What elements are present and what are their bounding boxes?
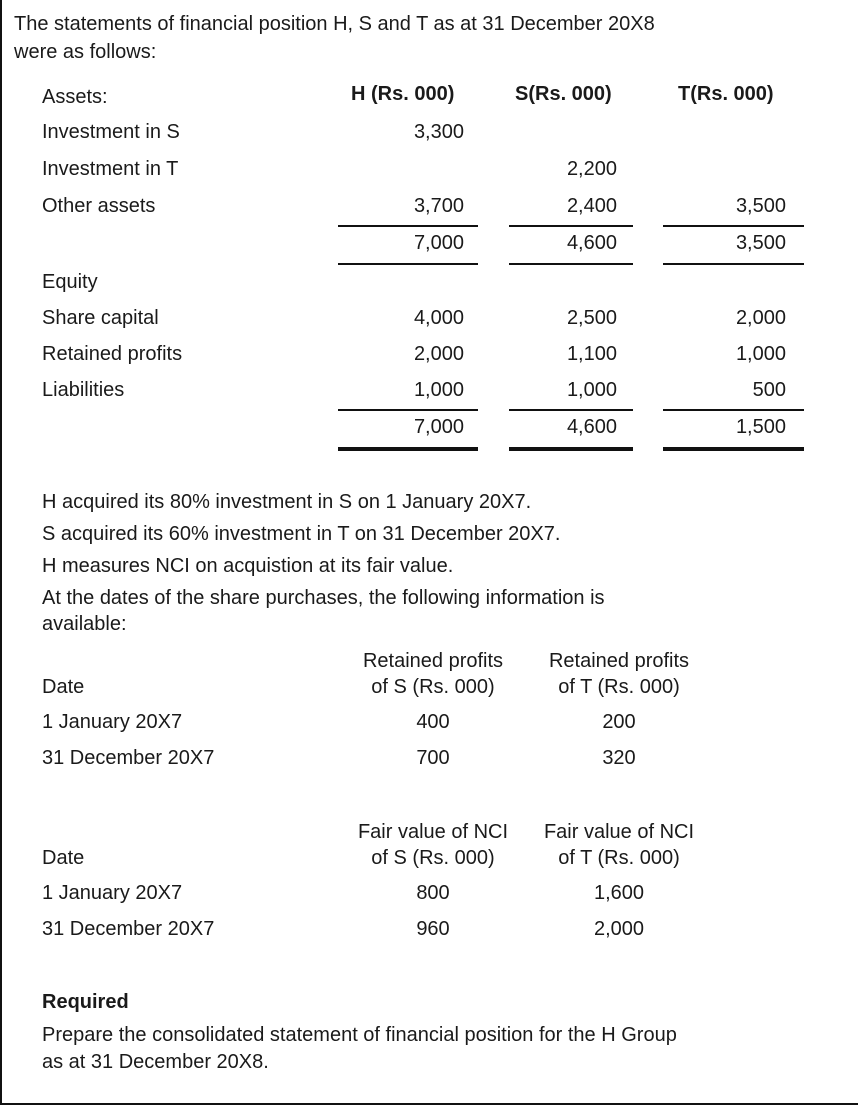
double-rule-s — [509, 447, 633, 451]
nci-col2-header — [524, 819, 714, 871]
nci-col1-line1: Fair value of NCI — [357, 821, 509, 843]
nci-col2-line2: of T (Rs. 000) — [558, 847, 680, 869]
retained-row2-s: 700 — [416, 747, 450, 769]
equity-h-share-capital: 4,000 — [413, 307, 464, 329]
available-text — [42, 585, 605, 637]
rule-asset-total-s — [509, 263, 633, 265]
asset-total-t: 3,500 — [735, 232, 786, 254]
fact-s-acquired-t: S acquired its 60% investment in T on 31 December 20X7. — [42, 523, 561, 545]
equity-t-retained-profits: 1,000 — [735, 343, 786, 365]
retained-row1-date: 1 January 20X7 — [42, 711, 183, 733]
retained-col1-header — [338, 648, 528, 700]
fact-nci-measurement: H measures NCI on acquistion at its fair value. — [42, 555, 454, 577]
nci-row1-t: 1,600 — [593, 882, 645, 904]
equity-label-share-capital: Share capital — [42, 307, 159, 329]
header-h: H (Rs. 000) — [351, 83, 455, 105]
asset-s-investment-t: 2,200 — [566, 158, 617, 180]
retained-col1-line2: of S (Rs. 000) — [371, 676, 495, 698]
retained-col2-header — [524, 648, 714, 700]
equity-heading: Equity — [42, 271, 98, 293]
required-heading: Required — [42, 991, 129, 1013]
nci-col2-line1: Fair value of NCI — [543, 821, 695, 843]
assets-heading: Assets: — [42, 86, 108, 108]
asset-h-investment-s: 3,300 — [413, 121, 464, 143]
equity-total-t: 1,500 — [735, 416, 786, 438]
equity-label-liabilities: Liabilities — [42, 379, 125, 401]
header-s: S(Rs. 000) — [515, 83, 612, 105]
retained-col2-line2: of T (Rs. 000) — [558, 676, 680, 698]
nci-row1-date: 1 January 20X7 — [42, 882, 183, 904]
required-text — [42, 1022, 677, 1076]
asset-s-other-assets: 2,400 — [566, 195, 617, 217]
required-line-1: Prepare the consolidated statement of financial position for the H Group — [42, 1024, 677, 1046]
asset-total-h: 7,000 — [413, 232, 464, 254]
asset-h-other-assets: 3,700 — [413, 195, 464, 217]
available-line-2: available: — [42, 613, 127, 635]
equity-h-liabilities: 1,000 — [413, 379, 464, 401]
nci-row2-date: 31 December 20X7 — [42, 918, 215, 940]
retained-date-label: Date — [42, 676, 85, 698]
equity-s-retained-profits: 1,100 — [566, 343, 617, 365]
nci-date-label: Date — [42, 847, 85, 869]
rule-assets-s — [509, 225, 633, 227]
equity-label-retained-profits: Retained profits — [42, 343, 183, 365]
rule-assets-h — [338, 225, 478, 227]
equity-s-liabilities: 1,000 — [566, 379, 617, 401]
available-line-1: At the dates of the share purchases, the following information is — [42, 587, 605, 609]
retained-col2-line1: Retained profits — [548, 650, 690, 672]
retained-row2-t: 320 — [602, 747, 636, 769]
asset-label-other-assets: Other assets — [42, 195, 156, 217]
header-t: T(Rs. 000) — [678, 83, 774, 105]
intro-line-1: The statements of financial position H, S and T as at 31 December 20X8 — [14, 13, 655, 35]
equity-t-liabilities: 500 — [752, 379, 786, 401]
rule-asset-total-t — [663, 263, 804, 265]
asset-label-investment-s: Investment in S — [42, 121, 180, 143]
double-rule-h — [338, 447, 478, 451]
rule-equity-h — [338, 409, 478, 411]
intro-line-2: were as follows: — [14, 41, 157, 63]
retained-row1-s: 400 — [416, 711, 450, 733]
equity-t-share-capital: 2,000 — [735, 307, 786, 329]
asset-total-s: 4,600 — [566, 232, 617, 254]
retained-col1-line1: Retained profits — [362, 650, 504, 672]
retained-row2-date: 31 December 20X7 — [42, 747, 215, 769]
fact-h-acquired-s: H acquired its 80% investment in S on 1 January 20X7. — [42, 491, 532, 513]
rule-equity-s — [509, 409, 633, 411]
asset-t-other-assets: 3,500 — [735, 195, 786, 217]
equity-s-share-capital: 2,500 — [566, 307, 617, 329]
equity-h-retained-profits: 2,000 — [413, 343, 464, 365]
nci-row2-s: 960 — [416, 918, 450, 940]
nci-col1-header — [338, 819, 528, 871]
nci-col1-line2: of S (Rs. 000) — [371, 847, 495, 869]
retained-row1-t: 200 — [602, 711, 636, 733]
asset-label-investment-t: Investment in T — [42, 158, 179, 180]
equity-total-s: 4,600 — [566, 416, 617, 438]
nci-row2-t: 2,000 — [593, 918, 645, 940]
equity-total-h: 7,000 — [413, 416, 464, 438]
rule-equity-t — [663, 409, 804, 411]
nci-row1-s: 800 — [416, 882, 450, 904]
rule-asset-total-h — [338, 263, 478, 265]
double-rule-t — [663, 447, 804, 451]
required-line-2: as at 31 December 20X8. — [42, 1051, 269, 1073]
rule-assets-t — [663, 225, 804, 227]
intro-text — [14, 10, 655, 66]
